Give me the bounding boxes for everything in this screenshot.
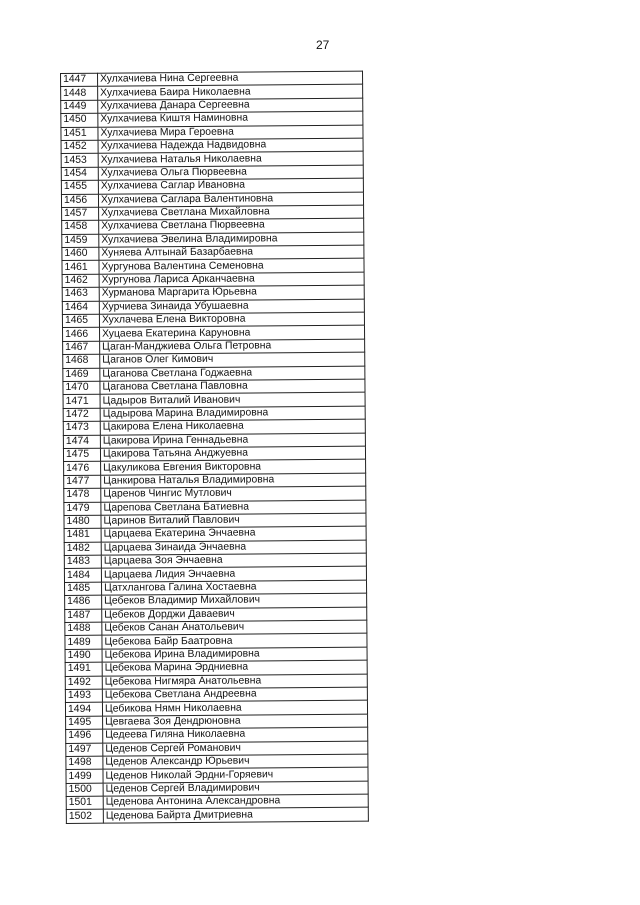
person-name: Хургунова Лариса Арканчаевна — [99, 272, 364, 287]
row-number: 1500 — [66, 783, 103, 797]
row-number: 1478 — [64, 488, 101, 502]
person-name: Цедеева Гиляна Николаевна — [103, 727, 368, 742]
row-number: 1451 — [61, 127, 98, 141]
row-number: 1481 — [64, 528, 101, 542]
person-name: Хулхачиева Баира Николаевна — [98, 85, 363, 100]
person-name: Цадыров Виталий Иванович — [100, 392, 365, 407]
row-number: 1461 — [62, 261, 99, 275]
person-name: Цакирова Елена Николаевна — [100, 419, 365, 434]
row-number: 1488 — [65, 622, 102, 636]
person-name: Цадырова Марина Владимировна — [100, 406, 365, 421]
person-name: Цеденов Николай Эрдни-Горяевич — [103, 767, 368, 782]
person-name: Цакирова Татьяна Анджуевна — [100, 446, 365, 461]
row-number: 1490 — [65, 649, 102, 663]
person-name: Цебеков Дорджи Даваевич — [102, 607, 367, 622]
person-name: Цеденова Антонина Александровна — [103, 794, 368, 809]
person-name: Цебекова Байр Баатровна — [102, 634, 367, 649]
person-name: Цеденов Сергей Романович — [103, 741, 368, 756]
row-number: 1493 — [65, 689, 102, 703]
row-number: 1457 — [62, 207, 99, 221]
person-name: Царцаева Зоя Энчаевна — [101, 553, 366, 568]
row-number: 1499 — [66, 769, 103, 783]
person-name: Цаган-Манджиева Ольга Петровна — [100, 339, 365, 354]
row-number: 1480 — [64, 515, 101, 529]
row-number: 1456 — [61, 194, 98, 208]
row-number: 1489 — [65, 636, 102, 650]
names-table — [60, 71, 369, 824]
row-number: 1474 — [63, 435, 100, 449]
person-name: Хурманова Маргарита Юрьевна — [99, 285, 364, 300]
person-name: Хургунова Валентина Семеновна — [99, 259, 364, 274]
row-number: 1454 — [61, 167, 98, 181]
page-number: 27 — [316, 38, 330, 52]
person-name: Цебекова Светлана Андреевна — [102, 687, 367, 702]
row-number: 1486 — [65, 595, 102, 609]
person-name: Хуняева Алтынай Базарбаевна — [99, 245, 364, 260]
person-name: Цеденов Александр Юрьевич — [103, 754, 368, 769]
row-number: 1463 — [62, 287, 99, 301]
person-name: Цанкирова Наталья Владимировна — [101, 473, 366, 488]
row-number: 1484 — [64, 569, 101, 583]
row-number: 1495 — [66, 716, 103, 730]
person-name: Цакуликова Евгения Викторовна — [101, 459, 366, 474]
person-name: Хулхачиева Саглара Валентиновна — [98, 192, 363, 207]
row-number: 1471 — [63, 395, 100, 409]
person-name: Цеденова Байрта Дмитриевна — [103, 808, 368, 823]
person-name: Хулхачиева Данара Сергеевна — [98, 98, 363, 113]
person-name: Хулхачиева Светлана Пюрвеевна — [99, 218, 364, 233]
person-name: Хулхачиева Надежда Надвидовна — [98, 138, 363, 153]
row-number: 1477 — [64, 475, 101, 489]
row-number: 1498 — [66, 756, 103, 770]
person-name: Цатхлангова Галина Хостаевна — [101, 580, 366, 595]
row-number: 1447 — [61, 73, 98, 87]
row-number: 1466 — [63, 328, 100, 342]
person-name: Цебекова Ирина Владимировна — [102, 647, 367, 662]
row-number: 1491 — [65, 662, 102, 676]
person-name: Цевгаева Зоя Дендрюновна — [103, 714, 368, 729]
person-name: Хулхачиева Светлана Михайловна — [99, 205, 364, 220]
person-name: Цаганова Светлана Годжаевна — [100, 366, 365, 381]
row-number: 1502 — [66, 810, 103, 824]
person-name: Царинов Виталий Павлович — [101, 513, 366, 528]
person-name: Царепова Светлана Батиевна — [101, 500, 366, 515]
row-number: 1479 — [64, 502, 101, 516]
person-name: Хулхачиева Саглар Ивановна — [98, 178, 363, 193]
row-number: 1467 — [63, 341, 100, 355]
person-name: Хулхачиева Эвелина Владимировна — [99, 232, 364, 247]
row-number: 1464 — [62, 301, 99, 315]
row-number: 1487 — [65, 609, 102, 623]
row-number: 1449 — [61, 100, 98, 114]
row-number: 1494 — [65, 703, 102, 717]
person-name: Цаганова Светлана Павловна — [100, 379, 365, 394]
person-name: Хулхачиева Наталья Николаевна — [98, 151, 363, 166]
person-name: Царцаева Лидия Энчаевна — [101, 567, 366, 582]
person-name: Хулхачиева Мира Героевна — [98, 125, 363, 140]
person-name: Хуцаева Екатерина Каруновна — [100, 326, 365, 341]
person-name: Цебекова Нигмяра Анатольевна — [102, 674, 367, 689]
row-number: 1460 — [62, 247, 99, 261]
person-name: Цаганов Олег Кимович — [100, 352, 365, 367]
row-number: 1476 — [64, 462, 101, 476]
names-table-body — [61, 71, 369, 823]
row-number: 1497 — [66, 743, 103, 757]
row-number: 1470 — [63, 381, 100, 395]
row-number: 1469 — [63, 368, 100, 382]
row-number: 1448 — [61, 87, 98, 101]
row-number: 1483 — [64, 555, 101, 569]
row-number: 1472 — [63, 408, 100, 422]
person-name: Хулхачиева Киштя Наминовна — [98, 111, 363, 126]
row-number: 1455 — [61, 180, 98, 194]
row-number: 1501 — [66, 796, 103, 810]
row-number: 1462 — [62, 274, 99, 288]
row-number: 1458 — [62, 220, 99, 234]
row-number: 1459 — [62, 234, 99, 248]
person-name: Царцаева Зинаида Энчаевна — [101, 540, 366, 555]
person-name: Цакирова Ирина Геннадьевна — [100, 433, 365, 448]
person-name: Хурчиева Зинаида Убушаевна — [99, 299, 364, 314]
table-row — [66, 808, 368, 824]
person-name: Цеденов Сергей Владимирович — [103, 781, 368, 796]
row-number: 1465 — [62, 314, 99, 328]
row-number: 1452 — [61, 140, 98, 154]
person-name: Цебекова Марина Эрдниевна — [102, 660, 367, 675]
row-number: 1475 — [63, 448, 100, 462]
row-number: 1468 — [63, 354, 100, 368]
row-number: 1450 — [61, 113, 98, 127]
person-name: Цебеков Санан Анатольевич — [102, 620, 367, 635]
person-name: Хулхачиева Ольга Пюрвеевна — [98, 165, 363, 180]
person-name: Хухлачева Елена Викторовна — [99, 312, 364, 327]
person-name: Царенов Чингис Мутлович — [101, 486, 366, 501]
row-number: 1496 — [66, 729, 103, 743]
person-name: Хулхачиева Нина Сергеевна — [98, 71, 363, 86]
person-name: Цебеков Владимир Михайлович — [102, 593, 367, 608]
person-name: Царцаева Екатерина Энчаевна — [101, 526, 366, 541]
row-number: 1453 — [61, 154, 98, 168]
row-number: 1482 — [64, 542, 101, 556]
row-number: 1492 — [65, 676, 102, 690]
row-number: 1473 — [63, 421, 100, 435]
person-name: Цебикова Нямн Николаевна — [102, 700, 367, 715]
row-number: 1485 — [65, 582, 102, 596]
